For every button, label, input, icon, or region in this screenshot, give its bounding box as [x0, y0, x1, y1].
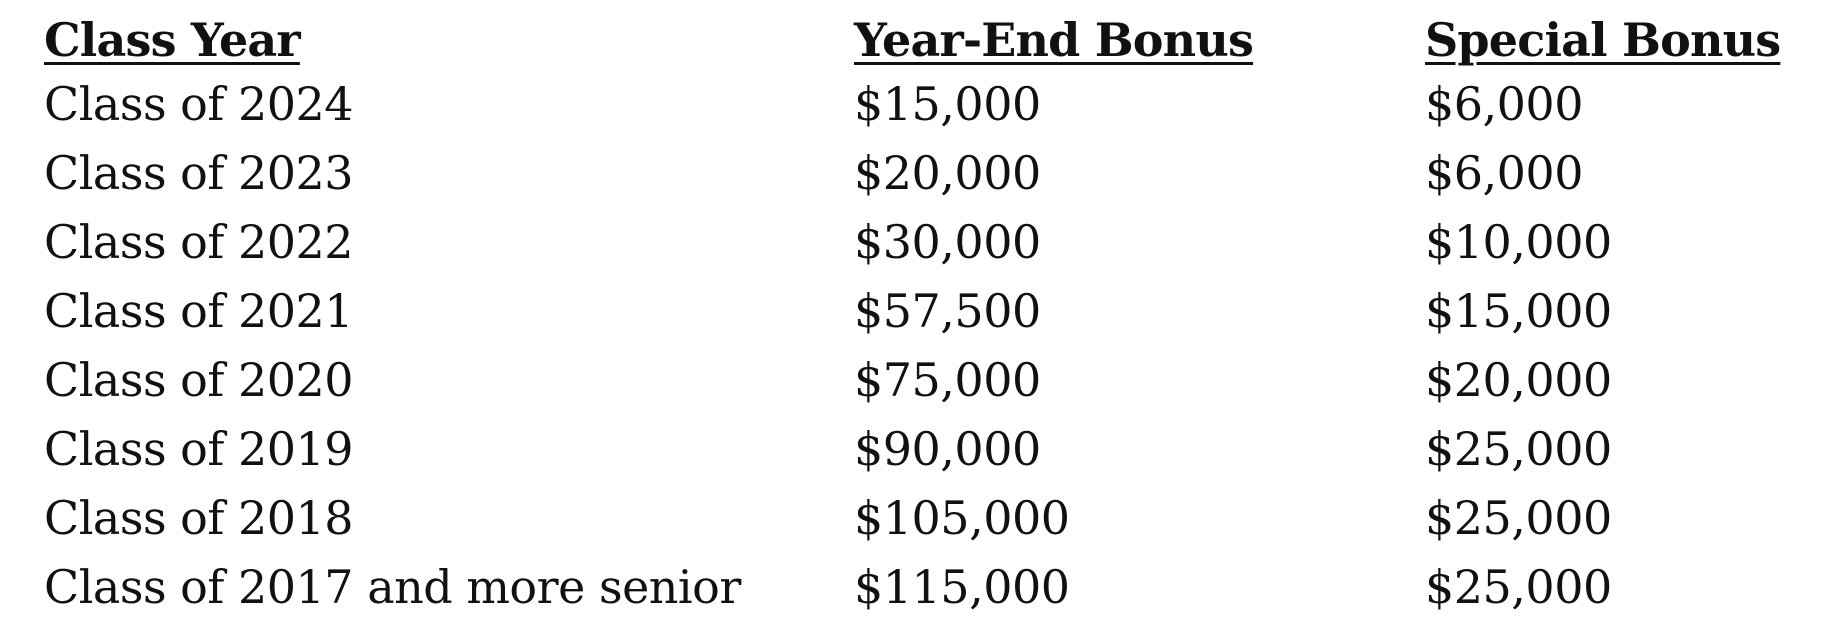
year-end-bonus-cell: $30,000	[854, 215, 1041, 269]
year-end-bonus-cell: $20,000	[854, 146, 1041, 200]
year-end-bonus-cell: $90,000	[854, 422, 1041, 476]
special-bonus-cell: $25,000	[1425, 422, 1612, 476]
special-bonus-cell: $25,000	[1425, 560, 1612, 614]
class-year-cell: Class of 2020	[44, 353, 354, 407]
table-row	[44, 141, 1834, 210]
table-row	[44, 417, 1834, 486]
class-year-cell: Class of 2024	[44, 77, 354, 131]
class-year-cell: Class of 2017 and more senior	[44, 560, 741, 614]
class-year-cell: Class of 2023	[44, 146, 354, 200]
year-end-bonus-cell: $105,000	[854, 491, 1070, 545]
year-end-bonus-cell: $75,000	[854, 353, 1041, 407]
table-row	[44, 210, 1834, 279]
bonus-table	[44, 8, 1834, 624]
year-end-bonus-cell: $115,000	[854, 560, 1070, 614]
special-bonus-cell: $6,000	[1425, 146, 1583, 200]
class-year-cell: Class of 2019	[44, 422, 354, 476]
table-row	[44, 486, 1834, 555]
year-end-bonus-cell: $15,000	[854, 77, 1041, 131]
table-row	[44, 348, 1834, 417]
special-bonus-cell: $25,000	[1425, 491, 1612, 545]
class-year-cell: Class of 2021	[44, 284, 354, 338]
special-bonus-cell: $20,000	[1425, 353, 1612, 407]
special-bonus-cell: $10,000	[1425, 215, 1612, 269]
class-year-cell: Class of 2018	[44, 491, 354, 545]
class-year-cell: Class of 2022	[44, 215, 354, 269]
header-special-bonus: Special Bonus	[1425, 13, 1781, 67]
year-end-bonus-cell: $57,500	[854, 284, 1041, 338]
table-row	[44, 72, 1834, 141]
special-bonus-cell: $15,000	[1425, 284, 1612, 338]
table-row	[44, 555, 1834, 624]
special-bonus-cell: $6,000	[1425, 77, 1583, 131]
header-class-year: Class Year	[44, 13, 300, 67]
table-header-row	[44, 8, 1834, 72]
header-year-end-bonus: Year-End Bonus	[854, 13, 1254, 67]
table-row	[44, 279, 1834, 348]
